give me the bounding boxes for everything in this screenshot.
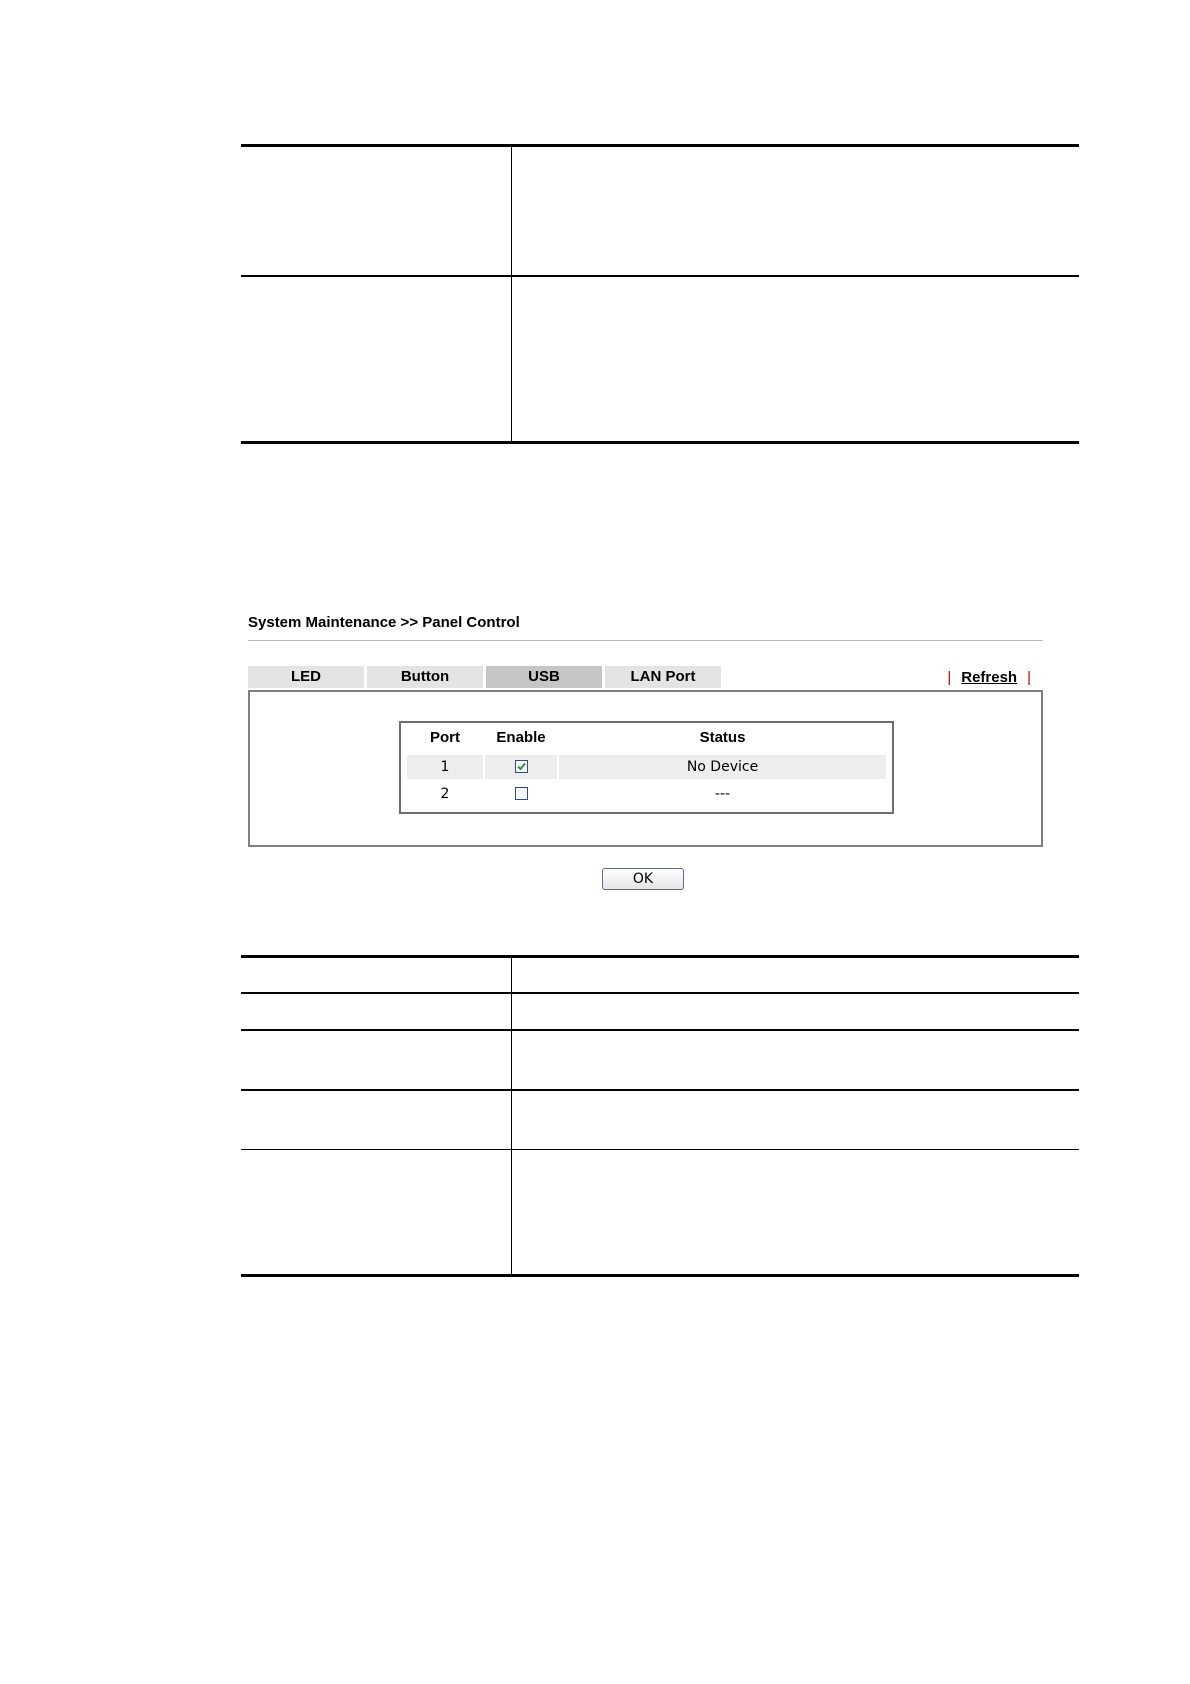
header-status: Status xyxy=(699,729,746,746)
enable-cell xyxy=(485,755,557,779)
status-cell: No Device xyxy=(559,755,886,779)
table-rule xyxy=(241,992,1079,994)
tab-lan-port[interactable]: LAN Port xyxy=(605,666,721,688)
breadcrumb: System Maintenance >> Panel Control xyxy=(248,614,520,631)
refresh-area xyxy=(937,667,1041,689)
header-port: Port xyxy=(430,729,460,746)
refresh-link[interactable]: Refresh xyxy=(961,669,1018,686)
port-cell: 2 xyxy=(440,786,450,802)
ok-button[interactable]: OK xyxy=(602,868,684,890)
separator: | xyxy=(1027,669,1031,686)
table-divider xyxy=(511,147,512,441)
separator: | xyxy=(947,669,952,686)
table-row xyxy=(407,782,886,806)
table-rule xyxy=(241,144,1079,147)
usb-panel xyxy=(248,690,1043,847)
header-enable: Enable xyxy=(496,729,546,746)
port-cell: 1 xyxy=(407,755,483,779)
upper-description-table xyxy=(241,144,1079,444)
breadcrumb-divider xyxy=(248,640,1043,641)
enable-checkbox-port-2[interactable] xyxy=(515,787,528,800)
enable-checkbox-port-1[interactable] xyxy=(515,760,528,773)
table-row xyxy=(407,755,886,779)
table-rule xyxy=(241,275,1079,277)
table-rule xyxy=(241,1274,1079,1277)
table-divider xyxy=(511,958,512,1274)
check-mark-icon xyxy=(516,761,527,772)
tab-usb[interactable]: USB xyxy=(486,666,602,688)
table-rule xyxy=(241,955,1079,958)
enable-cell xyxy=(485,782,557,806)
table-rule xyxy=(241,1089,1079,1091)
lower-description-table xyxy=(241,955,1079,1280)
table-rule xyxy=(241,1149,1079,1150)
usb-port-table xyxy=(399,721,894,814)
tab-led[interactable]: LED xyxy=(248,666,364,688)
table-rule xyxy=(241,1029,1079,1031)
status-cell: --- xyxy=(714,786,731,802)
table-header xyxy=(401,729,892,749)
table-rule xyxy=(241,441,1079,444)
tab-button[interactable]: Button xyxy=(367,666,483,688)
